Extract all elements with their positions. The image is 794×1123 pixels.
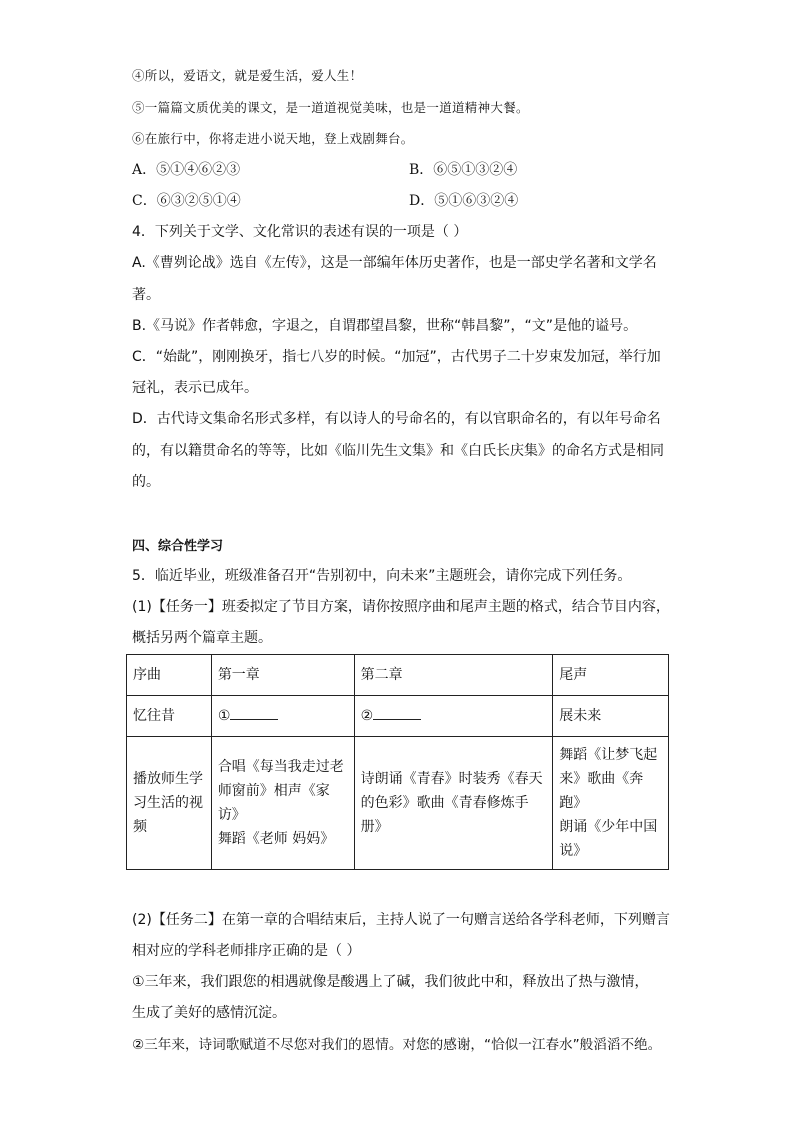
theme-cell: 忆往昔 xyxy=(127,696,212,737)
q4-option-c-line2: 冠礼，表示已成年。 xyxy=(132,380,258,396)
section-title: 四、综合性学习 xyxy=(132,539,224,554)
cell-line: 朗诵《少年中国 xyxy=(559,819,658,835)
cell-line: 诗朗诵《青春》时装秀《春天 xyxy=(360,771,543,787)
cell-line: 师窗前》相声《家访》 xyxy=(217,783,330,823)
content-cell-prelude xyxy=(127,737,212,870)
content-cell-chapter1 xyxy=(211,737,354,870)
poem-line-6: ⑥在旅行中，你将走进小说天地，登上戏剧舞台。 xyxy=(132,131,414,146)
q3-option-b: B．⑥⑤①③②④ xyxy=(409,162,518,178)
content-cell-chapter2 xyxy=(354,737,553,870)
program-table xyxy=(126,654,669,870)
q4-option-c-line1: C．“始龀”，刚刚换牙，指七八岁的时候。“加冠”，古代男子二十岁束发加冠，举行加 xyxy=(132,349,661,365)
task1-line2: 概括另两个篇章主题。 xyxy=(132,630,272,646)
q4-option-b: B.《马说》作者韩愈，字退之，自谓郡望昌黎，世称“韩昌黎”，“文”是他的谥号。 xyxy=(132,318,638,334)
q4-option-a-line2: 著。 xyxy=(132,287,160,303)
cell-line: 来》歌曲《奔跑》 xyxy=(559,771,644,811)
answer-blank-2[interactable] xyxy=(373,705,421,720)
task1-line1: (1)【任务一】班委拟定了节目方案，请你按照序曲和尾声主题的格式，结合节目内容， xyxy=(132,599,670,615)
cell-line: 的色彩》歌曲《青春修炼手册》 xyxy=(360,795,529,835)
header-cell: 第二章 xyxy=(354,655,553,696)
table-row xyxy=(127,696,669,737)
q3-option-a: A．⑤①④⑥②③ xyxy=(132,162,241,178)
q4-option-d-line1: D．古代诗文集命名形式多样，有以诗人的号命名的，有以官职命名的，有以年号命名 xyxy=(132,411,661,427)
theme-cell: 展未来 xyxy=(553,696,669,737)
q3-option-c: C．⑥③②⑤①④ xyxy=(132,193,241,209)
header-cell: 序曲 xyxy=(127,655,212,696)
q4-stem: 4．下列关于文学、文化常识的表述有误的一项是（ ） xyxy=(132,224,468,240)
task2-item2: ②三年来，诗词歌赋道不尽您对我们的恩情。对您的感谢，“恰似一江春水”般滔滔不绝。 xyxy=(132,1037,662,1053)
table-row xyxy=(127,655,669,696)
q4-option-d-line2: 的，有以籍贯命名的等等，比如《临川先生文集》和《白氏长庆集》的命名方式是相同 xyxy=(132,443,664,459)
q3-option-d: D．⑤①⑥③②④ xyxy=(409,193,519,209)
cell-line: 舞蹈《老师 妈妈》 xyxy=(217,831,335,847)
cell-line: 播放师生学 xyxy=(133,771,203,787)
content-cell-epilogue xyxy=(553,737,669,870)
task2-line1: (2)【任务二】在第一章的合唱结束后，主持人说了一句赠言送给各学科老师，下列赠言 xyxy=(132,912,670,928)
task2-item1-line1: ①三年来，我们跟您的相遇就像是酸遇上了碱，我们彼此中和，释放出了热与激情， xyxy=(132,974,649,990)
q4-option-a-line1: A.《曹刿论战》选自《左传》，这是一部编年体历史著作，也是一部史学名著和文学名 xyxy=(132,255,657,271)
q5-stem: 5．临近毕业，班级准备召开“告别初中，向未来”主题班会，请你完成下列任务。 xyxy=(132,568,632,584)
cell-line: 舞蹈《让梦飞起 xyxy=(559,747,658,763)
task2-item1-line2: 生成了美好的感情沉淀。 xyxy=(132,1005,286,1021)
cell-line: 合唱《每当我走过老 xyxy=(217,759,344,775)
theme-cell-blank-2 xyxy=(354,696,553,737)
cell-line: 说》 xyxy=(559,843,588,859)
cell-line: 频 xyxy=(133,819,147,835)
poem-line-4: ④所以，爱语文，就是爱生活，爱人生！ xyxy=(132,68,363,83)
table-row xyxy=(127,737,669,870)
theme-cell-blank-1 xyxy=(211,696,354,737)
poem-line-5: ⑤一篇篇文质优美的课文，是一道道视觉美味，也是一道道精神大餐。 xyxy=(132,100,529,115)
blank-number-1: ① xyxy=(217,708,231,724)
blank-number-2: ② xyxy=(360,708,374,724)
task2-line2: 相对应的学科老师排序正确的是（ ） xyxy=(132,943,361,959)
header-cell: 尾声 xyxy=(553,655,669,696)
header-cell: 第一章 xyxy=(211,655,354,696)
q4-option-d-line3: 的。 xyxy=(132,474,160,490)
answer-blank-1[interactable] xyxy=(230,705,278,720)
cell-line: 习生活的视 xyxy=(133,795,203,811)
